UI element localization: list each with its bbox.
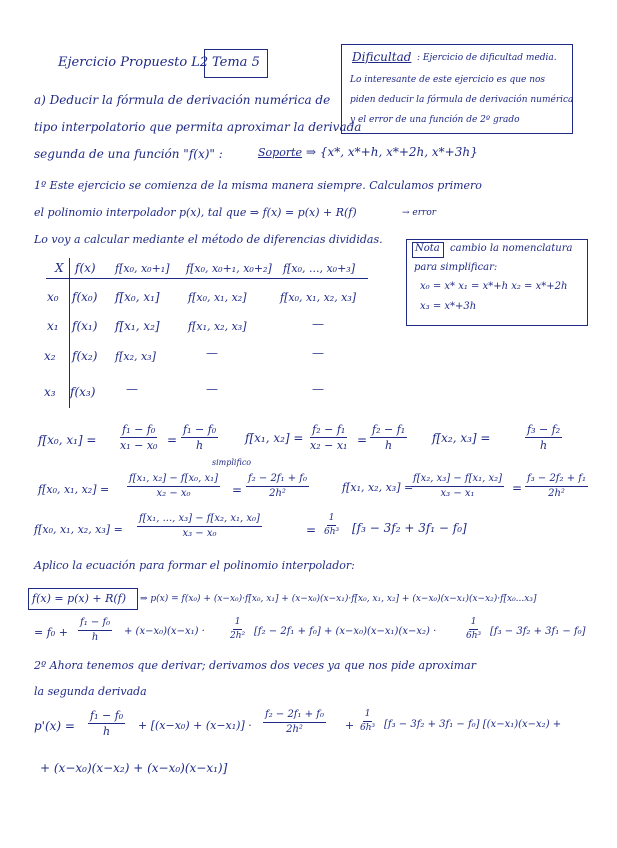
- aplico-line2: [f₃ − 3f₂ + 3f₁ − f₀]: [490, 626, 586, 637]
- deriv-tail: [f₃ − 3f₂ + 3f₁ − f₀] [(x−x₁)(x−x₂) +: [384, 719, 562, 730]
- step2-line: la segunda derivada: [34, 685, 147, 698]
- table-cell: x₀: [47, 290, 59, 304]
- aplico-rhs: ⇒ p(x) = f(x₀) + (x−x₀)·f[x₀, x₁] + (x−x₀)(x−x₁)·f[x₀, x₁, x₂] + (x−x₀)(x−x₁)(x−x₂)·f[x₀...x₃]: [140, 594, 537, 604]
- dd-fraction: $\frac{\text{f[x₁, x₂] − f[x₀, x₁]}}{\text{x₂ − x₀}}$: [129, 473, 219, 499]
- dd-lhs: f[x₀, x₁, x₂, x₃] =: [34, 523, 123, 536]
- soporte-set: ⇒ {x*, x*+h, x*+2h, x*+3h}: [306, 145, 478, 159]
- dd-fraction: $\frac{\text{f₂ − 2f₁ + f₀}}{\text{2h²}}$: [248, 473, 307, 499]
- dificultad-value: : Ejercicio de dificultad media.: [417, 53, 557, 63]
- soporte-label: Soporte: [258, 146, 303, 159]
- table-cell: —: [126, 382, 138, 396]
- table-header-dd3: f[x₀, ..., x₀+₃]: [283, 262, 355, 275]
- deriv-fraction: $\frac{1}{\text{6h³}}$: [360, 709, 376, 733]
- dd-fraction: $\frac{\text{f₁ − f₀}}{\text{x₁ − x₀}}$: [120, 423, 158, 452]
- table-cell: f[x₀, x₁]: [115, 290, 160, 304]
- deriv-fraction: $\frac{\text{f₂ − 2f₁ + f₀}}{\text{2h²}}$: [265, 709, 324, 735]
- table-cell: f(x₃): [70, 385, 96, 399]
- table-cell: f[x₀, x₁, x₂]: [188, 291, 247, 304]
- aplico-text: Aplico la ecuación para formar el polinomio interpolador:: [34, 559, 355, 572]
- table-header-fx: f(x): [75, 261, 96, 275]
- table-cell: —: [312, 346, 324, 360]
- table-header-rule: [46, 278, 368, 279]
- nota-eq: x₀ = x* x₁ = x*+h x₂ = x*+2h: [420, 281, 568, 292]
- aplico-line2: = f₀ +: [34, 626, 68, 639]
- table-cell: f[x₁, x₂, x₃]: [188, 320, 247, 333]
- table-cell: —: [206, 346, 218, 360]
- statement-line: a) Deducir la fórmula de derivación numérica de: [34, 93, 331, 107]
- aplico-lhs: f(x) = p(x) + R(f): [32, 592, 127, 605]
- step1-line: el polinomio interpolador p(x), tal que ⇒ f(x) = p(x) + R(f): [34, 206, 357, 219]
- table-cell: f(x₁): [72, 319, 98, 333]
- dificultad-line: piden deducir la fórmula de derivación numérica: [350, 95, 574, 105]
- deriv-line2: + (x−x₀)(x−x₂) + (x−x₀)(x−x₁)]: [40, 761, 228, 775]
- table-cell: x₂: [44, 349, 56, 363]
- nota-eq: x₃ = x*+3h: [420, 301, 477, 312]
- deriv-plus: +: [345, 719, 355, 732]
- nota-line: cambio la nomenclatura: [450, 243, 573, 254]
- dd-fraction: $\frac{\text{f[x₁, ..., x₃] − f[x₂, x₁, x₀]}}{\text{x₃ − x₀}}$: [139, 513, 260, 539]
- dd-lhs: f[x₁, x₂] =: [245, 431, 304, 445]
- deriv-fraction: $\frac{\text{f₁ − f₀}}{h}$: [90, 709, 124, 738]
- dd-fraction: $\frac{\text{f₂ − f₁}}{\text{x₂ − x₁}}$: [310, 423, 348, 452]
- aplico-line2: [f₂ − 2f₁ + f₀] + (x−x₀)(x−x₁)(x−x₂) ·: [254, 626, 437, 637]
- table-cell: f(x₀): [72, 290, 98, 304]
- table-header-x: X: [55, 261, 64, 275]
- table-cell: f[x₀, x₁, x₂, x₃]: [280, 291, 357, 304]
- simplifico-note: simplifico: [212, 458, 252, 467]
- nota-line: para simplificar:: [414, 262, 498, 273]
- dd-lhs: f[x₀, x₁, x₂] =: [38, 483, 110, 496]
- step1-line: Lo voy a calcular mediante el método de diferencias divididas.: [34, 233, 383, 246]
- error-annotation: → error: [402, 208, 437, 218]
- table-cell: x₃: [44, 385, 56, 399]
- nota-label: Nota: [415, 243, 440, 254]
- step2-line: 2º Ahora tenemos que derivar; derivamos dos veces ya que nos pide aproximar: [34, 659, 476, 672]
- dd-lhs: f[x₁, x₂, x₃] =: [342, 481, 414, 494]
- dd-fraction: $\frac{\text{f₁ − f₀}}{h}$: [183, 423, 217, 452]
- dd-lhs: f[x₂, x₃] =: [432, 431, 491, 445]
- dificultad-line: Lo interesante de este ejercicio es que nos: [350, 75, 546, 85]
- aplico-fraction: $\frac{\text{f₁ − f₀}}{h}$: [80, 617, 111, 643]
- dificultad-line: y el error de una función de 2º grado: [350, 115, 520, 125]
- dd-lhs: f[x₀, x₁] =: [38, 433, 97, 447]
- exercise-title: Ejercicio Propuesto L2: [58, 55, 209, 70]
- table-cell: —: [312, 382, 324, 396]
- dd-fraction: $\frac{1}{\text{6h³}}$: [324, 513, 340, 537]
- table-cell: f[x₂, x₃]: [115, 350, 156, 363]
- table-header-dd2: f[x₀, x₀+₁, x₀+₂]: [186, 262, 272, 275]
- deriv-lhs: p'(x) =: [34, 719, 75, 733]
- table-header-dd1: f[x₀, x₀+₁]: [115, 262, 170, 275]
- handwritten-page: Ejercicio Propuesto L2 Tema 5 Dificultad : Ejercicio de dificultad media. Lo interesante de este ejercicio es que nos piden deducir la fórmula de derivación numérica y el error de una función de 2º grado a) Deducir la fórmula de derivación numérica de tipo interpolatorio que permita aproximar la derivada segunda de una función "f(x)" : Soporte ⇒ {x*, x*+h, x*+2h, x*+3h} 1º Este ejercicio se comienza de la misma manera siempre. Calculamos primero el polinomio interpolador p(x), tal que ⇒ f(x) = p(x) + R(f) → error Lo voy a calcular mediante el método de diferencias divididas. Nota cambio la nomenclatura para simplificar: x₀ = x* x₁ = x*+h x₂ = x*+2h x₃ = x*+3h X f(x) f[x₀, x₀+₁] f[x₀, x₀+₁, x₀+₂] f[x₀, ..., x₀+₃] x₀ f(x₀) f[x₀, x₁] f[x₀, x₁, x₂] f[x₀, x₁, x₂, x₃] x₁ f(x₁) f[x₁, x₂] f[x₁, x₂, x₃] — x₂ f(x₂) f[x₂, x₃] — — x₃ f(x₃) — — — f[x₀, x₁] = $\frac{\text{f₁ − f₀}}{\text{x₁ − x₀}}$ = $\frac{\text{f₁ − f₀}}{h}$ f[x₁, x₂] = $\frac{\text{f₂ − f₁}}{\text{x₂ − x₁}}$ = $\frac{\text{f₂ − f₁}}{h}$ f[x₂, x₃] = $\frac{\text{f₃ − f₂}}{h}$ simplifico f[x₀, x₁, x₂] = $\frac{\text{f[x₁, x₂] − f[x₀, x₁]}}{\text{x₂ − x₀}}$ = $\frac{\text{f₂ − 2f₁ + f₀}}{\text{2h²}}$ f[x₁, x₂, x₃] = $\frac{\text{f[x₂, x₃] − f[x₁, x₂]}}{\text{x₃ − x₁}}$ = $\frac{\text{f₃ − 2f₂ + f₁}}{\text{2h²}}$ f[x₀, x₁, x₂, x₃] = $\frac{\text{f[x₁, ..., x₃] − f[x₂, x₁, x₀]}}{\text{x₃ − x₀}}$ = $\frac{1}{\text{6h³}}$ [f₃ − 3f₂ + 3f₁ − f₀] Aplico la ecuación para formar el polinomio interpolador: f(x) = p(x) + R(f) ⇒ p(x) = f(x₀) + (x−x₀)·f[x₀, x₁] + (x−x₀)(x−x₁)·f[x₀, x₁, x₂] + (x−x₀)(x−x₁)(x−x₂)·f[x₀...x₃] = f₀ + $\frac{\text{f₁ − f₀}}{h}$ + (x−x₀)(x−x₁) · $\frac{1}{\text{2h²}}$ [f₂ − 2f₁ + f₀] + (x−x₀)(x−x₁)(x−x₂) · $\frac{1}{\text{6h³}}$ [f₃ − 3f₂ + 3f₁ − f₀] 2º Ahora tenemos que derivar; derivamos dos veces ya que nos pide aproximar la segunda derivada p'(x) = $\frac{\text{f₁ − f₀}}{h}$ + [(x−x₀) + (x−x₁)] · $\frac{\text{f₂ − 2f₁ + f₀}}{\text{2h²}}$ + $\frac{1}{\text{6h³}}$ [f₃ − 3f₂ + 3f₁ − f₀] [(x−x₁)(x−x₂) + + (x−x₀)(x−x₂) + (x−x₀)(x−x₁)]: [0, 0, 617, 848]
- table-cell: —: [206, 382, 218, 396]
- dd-rest: [f₃ − 3f₂ + 3f₁ − f₀]: [352, 521, 467, 535]
- aplico-fraction: $\frac{1}{\text{6h³}}$: [466, 617, 482, 641]
- table-cell: f(x₂): [72, 349, 98, 363]
- dificultad-label: Dificultad: [352, 50, 412, 64]
- table-cell: —: [312, 317, 324, 331]
- table-cell: x₁: [47, 319, 59, 333]
- aplico-fraction: $\frac{1}{\text{2h²}}$: [230, 617, 246, 641]
- dd-fraction: $\frac{\text{f₃ − f₂}}{h}$: [527, 423, 561, 452]
- dd-fraction: $\frac{\text{f₂ − f₁}}{h}$: [372, 423, 406, 452]
- deriv-mid: + [(x−x₀) + (x−x₁)] ·: [138, 719, 252, 732]
- table-cell: f[x₁, x₂]: [115, 319, 160, 333]
- step1-line: 1º Este ejercicio se comienza de la misma manera siempre. Calculamos primero: [34, 179, 482, 192]
- dd-fraction: $\frac{\text{f[x₂, x₃] − f[x₁, x₂]}}{\text{x₃ − x₁}}$: [413, 473, 503, 499]
- dd-fraction: $\frac{\text{f₃ − 2f₂ + f₁}}{\text{2h²}}$: [527, 473, 586, 499]
- aplico-line2: + (x−x₀)(x−x₁) ·: [124, 626, 205, 637]
- tema-label: Tema 5: [212, 55, 260, 70]
- statement-line: segunda de una función "f(x)" :: [34, 147, 223, 161]
- statement-line: tipo interpolatorio que permita aproximar la derivada: [34, 120, 362, 134]
